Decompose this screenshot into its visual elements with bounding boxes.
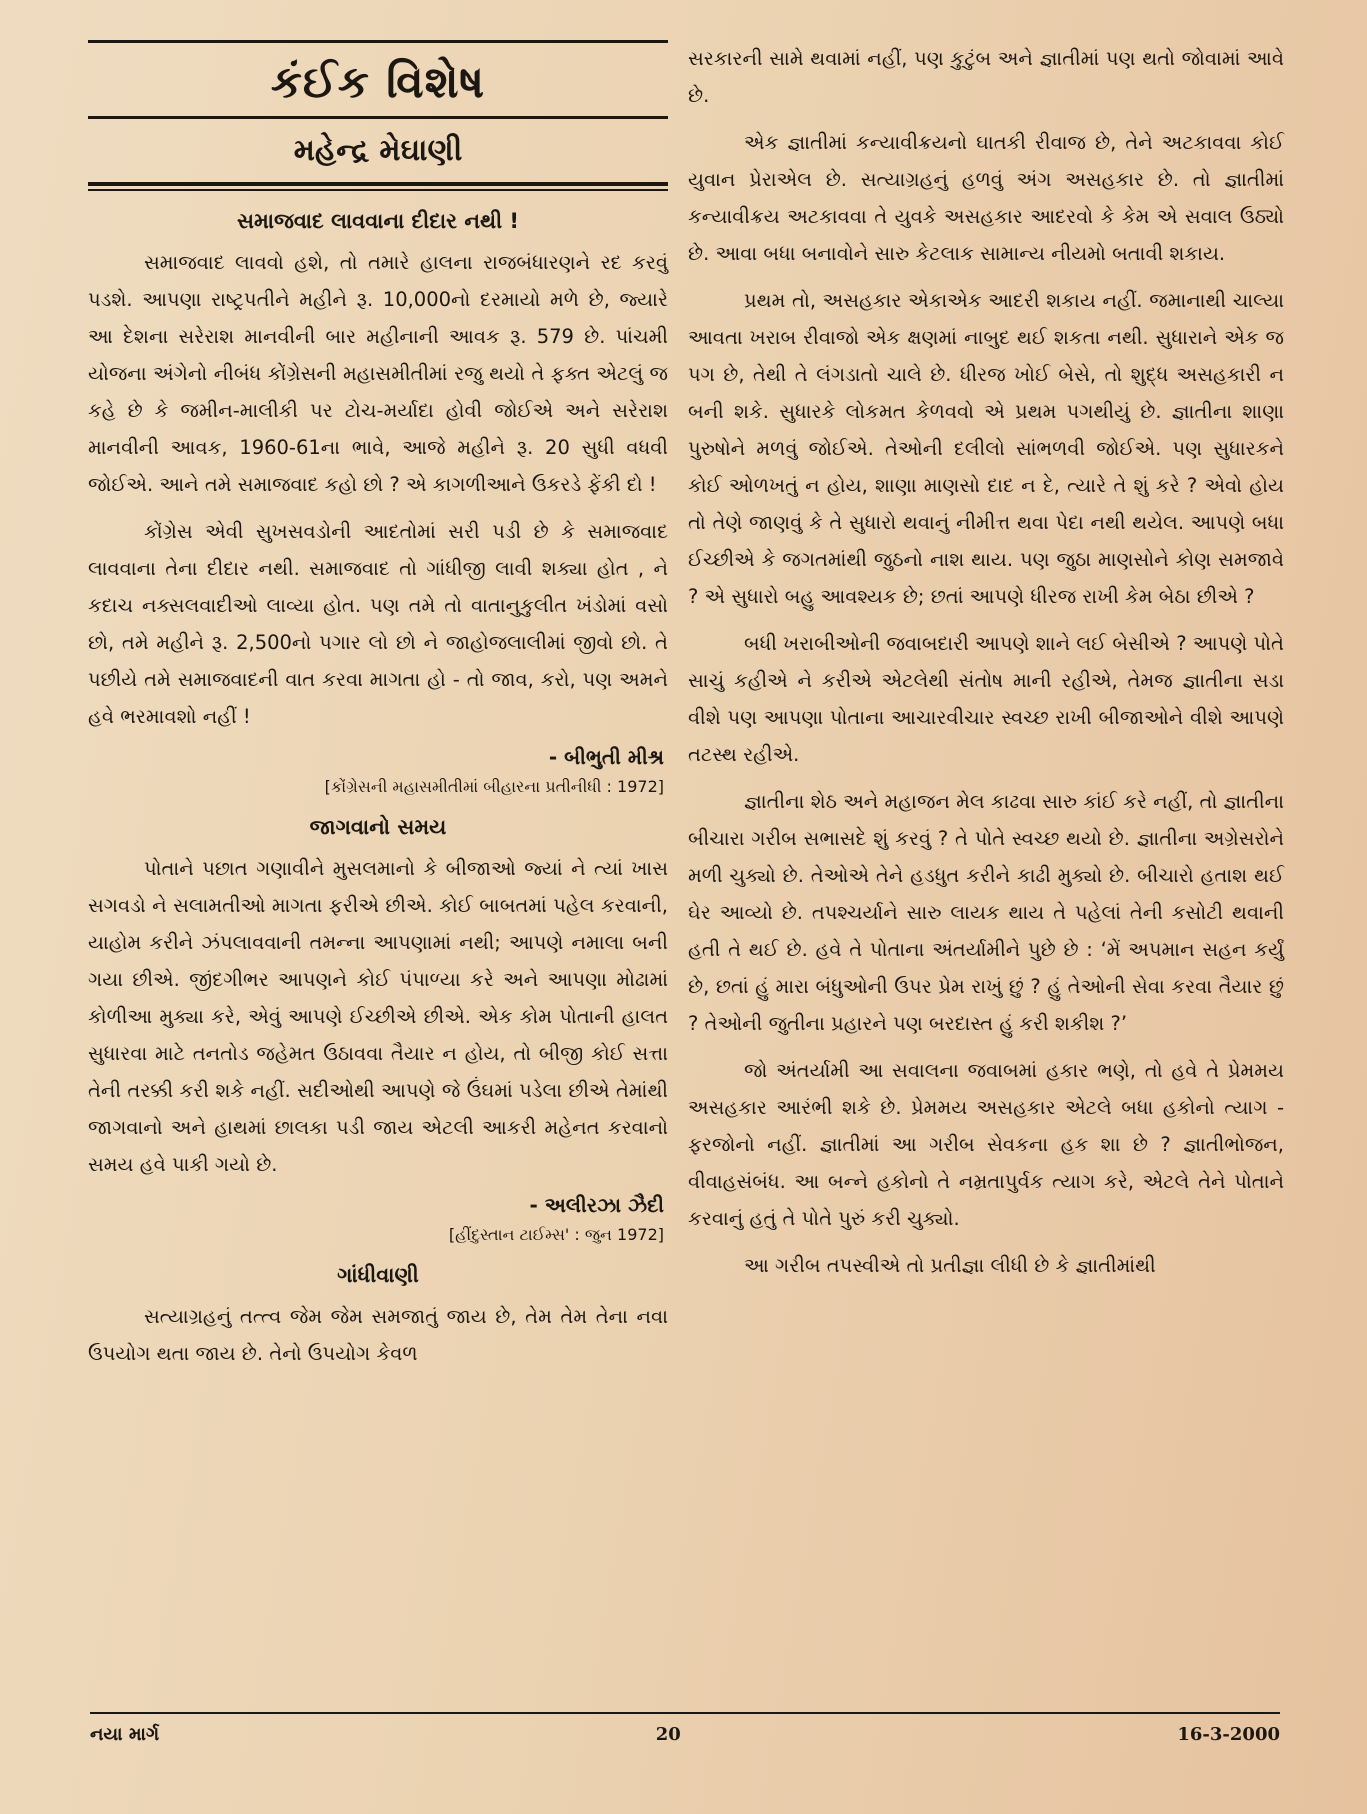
article-paragraph: સમાજવાદ લાવવો હશે, તો તમારે હાલના રાજબંધારણને રદ કરવું પડશે. આપણા રાષ્ટ્રપતીને મહીને રૂ. 10,000નો દરમાયો મળે છે, જ્યારે આ દેશના સરેરાશ માનવીની બાર મહીનાની આવક રૂ. 579 છે. પાંચમી યોજના અંગેનો નીબંધ કોંગ્રેસની મહાસમીતીમાં રજુ થયો તે ફક્ત એટલું જ કહે છે કે જમીન-માલીકી પર ટોચ-મર્યાદા હોવી જોઈએ અને સરેરાશ માનવીની આવક, 1960-61ના ભાવે, આજે મહીને રૂ. 20 સુધી વધવી જોઈએ. આને તમે સમાજવાદ કહો છો ? એ કાગળીઆને ઉકરડે ફેંકી દો ! bbox=[88, 251, 668, 496]
top-rule bbox=[88, 40, 668, 43]
author-name: મહેન્દ્ર મેઘાણી bbox=[293, 133, 463, 168]
article-byline: - બીભુતી મીશ્ર bbox=[548, 745, 664, 769]
article-paragraph: પ્રથમ તો, અસહકાર એકાએક આદરી શકાય નહીં. જમાનાથી ચાલ્યા આવતા ખરાબ રીવાજો એક ક્ષણમાં નાબુદ થઈ શકતા નથી. સુધારાને એક જ પગ છે, તેથી તે લંગડાતો ચાલે છે. ધીરજ ખોઈ બેસે, તો શુદ્ધ અસહકારી ન બની શકે. સુધારકે લોકમત કેળવવો એ પ્રથમ પગથીયું છે. જ્ઞાતીના શાણા પુરુષોને મળવું જોઈએ. તેઓની દલીલો સાંભળવી જોઈએ. પણ સુધારકને કોઈ ઓળખતું ન હોય, શાણા માણસો દાદ ન દે, ત્યારે તે શું કરે ? એવો હોય તો તેણે જાણવું કે તે સુધારો થવાનું નીમીત્ત થવા પેદા નથી થયેલ. આપણે બધા ઈચ્છીએ કે જગતમાંથી જુઠનો નાશ થાય. પણ જુઠા માણસોને કોણ સમજાવે ? એ સુધારો બહુ આવશ્યક છે; છતાં આપણે ધીરજ રાખી કેમ બેઠા છીએ ? bbox=[688, 289, 1284, 608]
page-number: 20 bbox=[655, 1724, 681, 1745]
article-gandhivani bbox=[88, 1263, 668, 1372]
publication-name: નયા માર્ગ bbox=[90, 1724, 160, 1745]
page-footer bbox=[90, 1712, 1280, 1745]
article-paragraph: એક જ્ઞાતીમાં કન્યાવીક્રયનો ઘાતકી રીવાજ છે, તેને અટકાવવા કોઈ યુવાન પ્રેરાએલ છે. સત્યાગ્રહનું હળવું અંગ અસહકાર છે. તો જ્ઞાતીમાં કન્યાવીક્રય અટકાવવા તે યુવકે અસહકાર આદરવો કે કેમ એ સવાલ ઉઠ્યો છે. આવા બધા બનાવોને સારુ કેટલાક સામાન્ય નીયમો બતાવી શકાય. bbox=[688, 131, 1284, 265]
article-paragraph: પોતાને પછાત ગણાવીને મુસલમાનો કે બીજાઓ જ્યાં ને ત્યાં ખાસ સગવડો ને સલામતીઓ માગતા ફરીએ છીએ. કોઈ બાબતમાં પહેલ કરવાની, યાહોમ કરીને ઝંપલાવવાની તમન્ના આપણામાં નથી; આપણે નમાલા બની ગયા છીએ. જીંદગીભર આપણને કોઈ પંપાળ્યા કરે અને આપણા મોઢામાં કોળીઆ મુક્યા કરે, એવું આપણે ઈચ્છીએ છીએ. એક કોમ પોતાની હાલત સુધારવા માટે તનતોડ જહેમત ઉઠાવવા તૈયાર ન હોય, તો બીજી કોઈ સત્તા તેની તરક્કી કરી શકે નહીં. સદીઓથી આપણે જે ઉંઘમાં પડેલા છીએ તેમાંથી જાગવાનો અને હાથમાં છાલકા પડી જાય એટલી આકરી મહેનત કરવાનો સમય હવે પાકી ગયો છે. bbox=[88, 857, 668, 1176]
article-heading: જાગવાનો સમય bbox=[309, 815, 447, 839]
article-paragraph: આ ગરીબ તપસ્વીએ તો પ્રતીજ્ઞા લીધી છે કે જ્ઞાતીમાંથી bbox=[744, 1254, 1156, 1277]
left-column bbox=[88, 40, 668, 1382]
column-title: કંઈક વિશેષ bbox=[270, 57, 486, 108]
article-paragraph: બધી ખરાબીઓની જવાબદારી આપણે શાને લઈ બેસીએ ? આપણે પોતે સાચું કહીએ ને કરીએ એટલેથી સંતોષ માની રહીએ, તેમજ જ્ઞાતીના સડા વીશે પણ આપણા પોતાના આચારવીચાર સ્વચ્છ રાખી બીજાઓને વીશે આપણે તટસ્થ રહીએ. bbox=[688, 632, 1284, 766]
article-source: [હીંદુસ્તાન ટાઈમ્સ' : જુન 1972] bbox=[448, 1225, 664, 1244]
article-paragraph: જો અંતર્યામી આ સવાલના જવાબમાં હકાર ભણે, તો હવે તે પ્રેમમય અસહકાર આરંભી શકે છે. પ્રેમમય અસહકાર એટલે બધા હકોનો ત્યાગ - ફરજોનો નહીં. જ્ઞાતીમાં આ ગરીબ સેવકના હક શા છે ? જ્ઞાતીભોજન, વીવાહસંબંધ. આ બન્ને હકોનો તે નમ્રતાપુર્વક ત્યાગ કરે, એટલે તેને પોતાને કરવાનું હતું તે પોતે પુરું કરી ચુક્યો. bbox=[688, 1059, 1284, 1230]
continued-paragraph: સરકારની સામે થવામાં નહીં, પણ કુટુંબ અને જ્ઞાતીમાં પણ થતો જોવામાં આવે છે. bbox=[688, 47, 1284, 107]
article-source: [કોંગ્રેસની મહાસમીતીમાં બીહારના પ્રતીનીધી : 1972] bbox=[324, 777, 664, 796]
article-heading: ગાંધીવાણી bbox=[337, 1263, 419, 1287]
article-jagvano-samay bbox=[88, 815, 668, 1245]
article-samajvad bbox=[88, 209, 668, 797]
right-column bbox=[688, 40, 1284, 1294]
article-heading: સમાજવાદ લાવવાના દીદાર નથી ! bbox=[236, 209, 519, 233]
author-rule bbox=[88, 182, 668, 191]
article-paragraph: કોંગ્રેસ એવી સુખસવડોની આદતોમાં સરી પડી છે કે સમાજવાદ લાવવાના તેના દીદાર નથી. સમાજવાદ તો ગાંધીજી લાવી શક્યા હોત , ને કદાચ નક્સલવાદીઓ લાવ્યા હોત. પણ તમે તો વાતાનુકુલીત ખંડોમાં વસો છો, તમે મહીને રૂ. 2,500નો પગાર લો છો ને જાહોજલાલીમાં જીવો છો. તે પછીયે તમે સમાજવાદની વાત કરવા માગતા હો - તો જાવ, કરો, પણ અમને હવે ભરમાવશો નહીં ! bbox=[88, 520, 668, 728]
title-rule bbox=[88, 116, 668, 119]
issue-date: 16-3-2000 bbox=[1177, 1724, 1280, 1745]
article-paragraph: સત્યાગ્રહનું તત્ત્વ જેમ જેમ સમજાતું જાય છે, તેમ તેમ તેના નવા ઉપયોગ થતા જાય છે. તેનો ઉપયોગ કેવળ bbox=[88, 1305, 668, 1365]
article-byline: - અલીરઝા ઝૈદી bbox=[529, 1193, 664, 1217]
article-paragraph: જ્ઞાતીના શેઠ અને મહાજન મેલ કાઢવા સારુ કાંઈ કરે નહીં, તો જ્ઞાતીના બીચારા ગરીબ સભાસદે શું કરવું ? તે પોતે સ્વચ્છ થયો છે. જ્ઞાતીના અગ્રેસરોને મળી ચુક્યો છે. તેઓએ તેને હડધુત કરીને કાઢી મુક્યો છે. બીચારો હતાશ થઈ ઘેર આવ્યો છે. તપશ્ચર્યાને સારુ લાયક થાય તે પહેલાં તેની કસોટી થવાની હતી તે થઈ છે. હવે તે પોતાના અંતર્યામીને પુછે છે : ‘મેં અપમાન સહન કર્યું છે, છતાં હું મારા બંધુઓની ઉપર પ્રેમ રાખું છું ? હું તેઓની સેવા કરવા તૈયાર છું ? તેઓની જુતીના પ્રહારને પણ બરદાસ્ત હું કરી શકીશ ?’ bbox=[688, 790, 1284, 1035]
